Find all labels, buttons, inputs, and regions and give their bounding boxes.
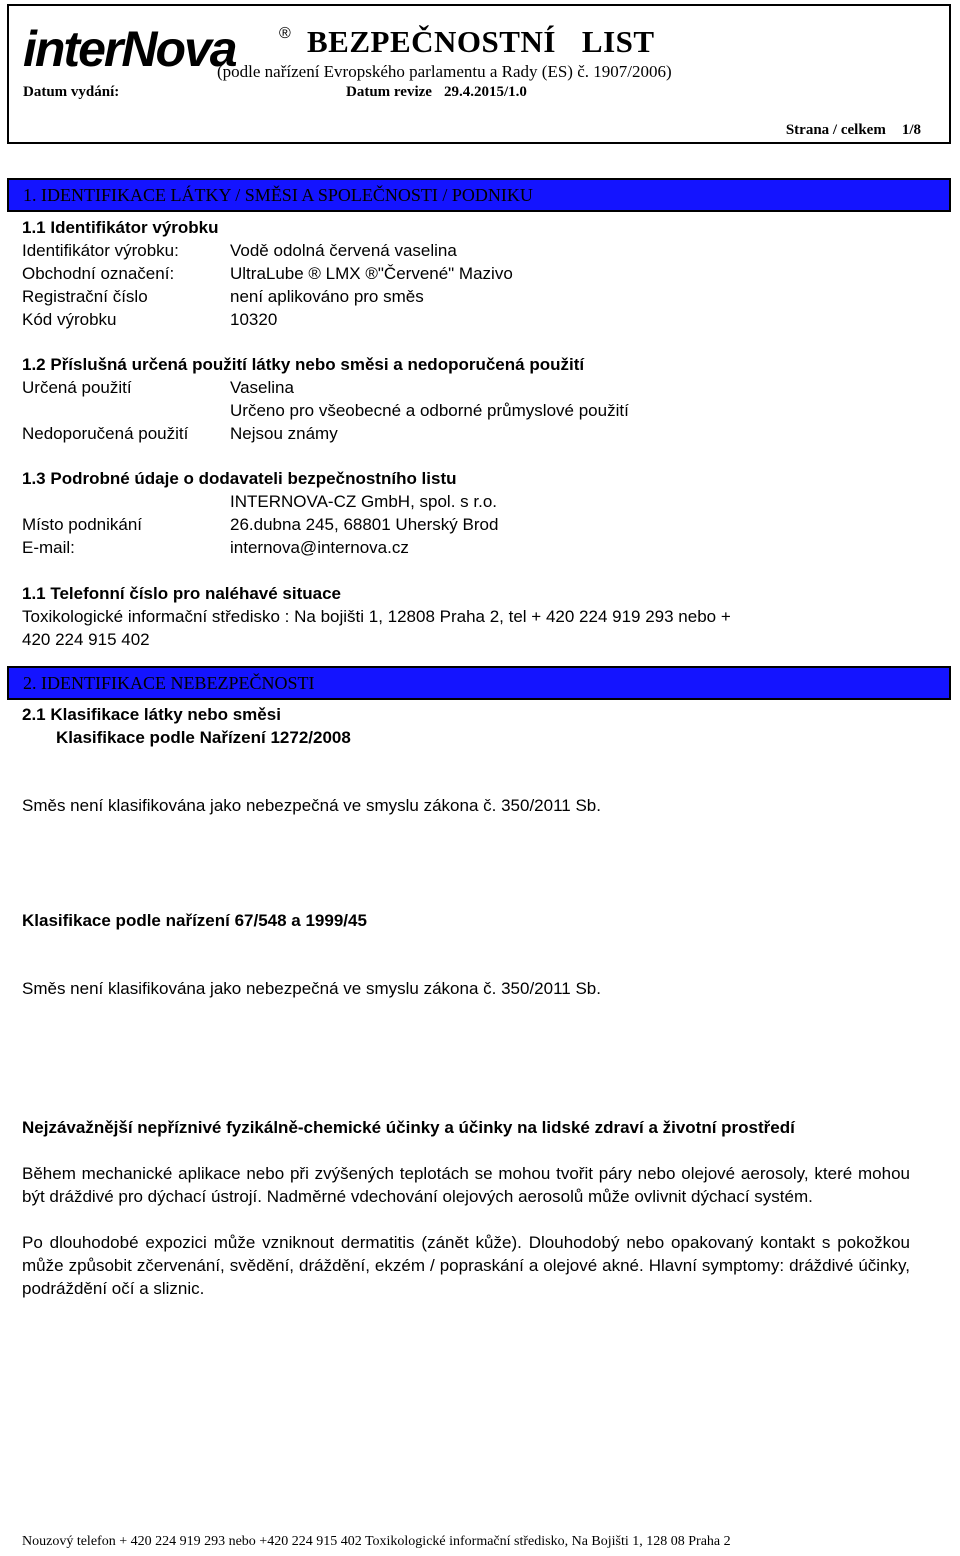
s12-heading: 1.2 Příslušná určená použití látky nebo směsi a nedoporučená použití: [22, 355, 585, 374]
s13-place-value: 26.dubna 245, 68801 Uherský Brod: [230, 515, 499, 534]
s11-label-3: Kód výrobku: [22, 310, 117, 329]
effects-paragraph-2: Po dlouhodobé expozici může vzniknout dermatitis (zánět kůže). Dlouhodobý nebo opakovaný kontakt s pokožkou může způsobit zčervenání, svědění, dráždění, ekzém / popraskání a olejové akné. Hlavní symptomy: dráždivé účinky, podráždění očí a sliznic.: [22, 1233, 910, 1298]
s14-line-1: Toxikologické informační středisko : Na bojišti 1, 12808 Praha 2, tel + 420 224 919 293 nebo +: [22, 607, 731, 626]
s12-use-value: Vaselina: [230, 378, 294, 397]
s21-heading: 2.1 Klasifikace látky nebo směsi: [22, 705, 281, 724]
document-subtitle: (podle nařízení Evropského parlamentu a Rady (ES) č. 1907/2006): [217, 62, 672, 81]
s11-heading: 1.1 Identifikátor výrobku: [22, 218, 219, 237]
page-counter: Strana / celkem 1/8: [785, 122, 921, 138]
revision-date: Datum revize 29.4.2015/1.0: [346, 84, 527, 100]
s11-label-2: Registrační číslo: [22, 287, 148, 306]
s13-company: INTERNOVA-CZ GmbH, spol. s r.o.: [230, 492, 498, 511]
old-classification-heading: Klasifikace podle nařízení 67/548 a 1999/45: [22, 911, 367, 930]
s12-notrec-label: Nedoporučená použití: [22, 424, 189, 443]
section-1-bar: 1. IDENTIFIKACE LÁTKY / SMĚSI A SPOLEČNOSTI / PODNIKU: [7, 178, 951, 212]
old-classification-text: Směs není klasifikována jako nebezpečná ve smyslu zákona č. 350/2011 Sb.: [22, 979, 601, 998]
s13-email-value: internova@internova.cz: [230, 538, 409, 557]
s11-label-0: Identifikátor výrobku:: [22, 241, 179, 260]
effects-heading: Nejzávažnější nepříznivé fyzikálně-chemické účinky a účinky na lidské zdraví a životní prostředí: [22, 1118, 795, 1137]
document-title: BEZPEČNOSTNÍ LIST: [307, 24, 655, 59]
footer-emergency-line: Nouzový telefon + 420 224 919 293 nebo +420 224 915 402 Toxikologické informační středisko, Na Bojišti 1, 128 08 Praha 2: [22, 1534, 731, 1549]
s12-notrec-value: Nejsou známy: [230, 424, 338, 443]
svg-text:interNova: interNova: [23, 21, 236, 72]
s11-value-3: 10320: [230, 310, 278, 329]
s11-value-0: Vodě odolná červená vaselina: [230, 241, 457, 260]
effects-paragraph-1: Během mechanické aplikace nebo při zvýšených teplotách se mohou tvořit páry nebo olejové aerosoly, které mohou být dráždivé pro dýchací ústrojí. Nadměrné vdechování olejových aerosolů může ovlivnit dýchací systém.: [22, 1164, 910, 1206]
s13-place-label: Místo podnikání: [22, 515, 143, 534]
s21-subheading: Klasifikace podle Nařízení 1272/2008: [56, 728, 351, 747]
s11-label-1: Obchodní označení:: [22, 264, 175, 283]
s14-line-2: 420 224 915 402: [22, 630, 150, 649]
s12-use-label: Určená použití: [22, 378, 132, 397]
issue-date-label: Datum vydání:: [23, 84, 120, 100]
s12-use-value-2: Určeno pro všeobecné a odborné průmyslové použití: [230, 401, 629, 420]
document-header: [7, 4, 951, 144]
s13-heading: 1.3 Podrobné údaje o dodavateli bezpečnostního listu: [22, 469, 457, 488]
s14-heading: 1.1 Telefonní číslo pro naléhavé situace: [22, 584, 342, 603]
s11-value-1: UltraLube ® LMX ®"Červené" Mazivo: [230, 264, 513, 283]
s21-text: Směs není klasifikována jako nebezpečná ve smyslu zákona č. 350/2011 Sb.: [22, 796, 601, 815]
svg-text:®: ®: [279, 25, 291, 42]
section-2-bar: 2. IDENTIFIKACE NEBEZPEČNOSTI: [7, 666, 951, 700]
s11-value-2: není aplikováno pro směs: [230, 287, 424, 306]
s13-email-label: E-mail:: [22, 538, 75, 557]
